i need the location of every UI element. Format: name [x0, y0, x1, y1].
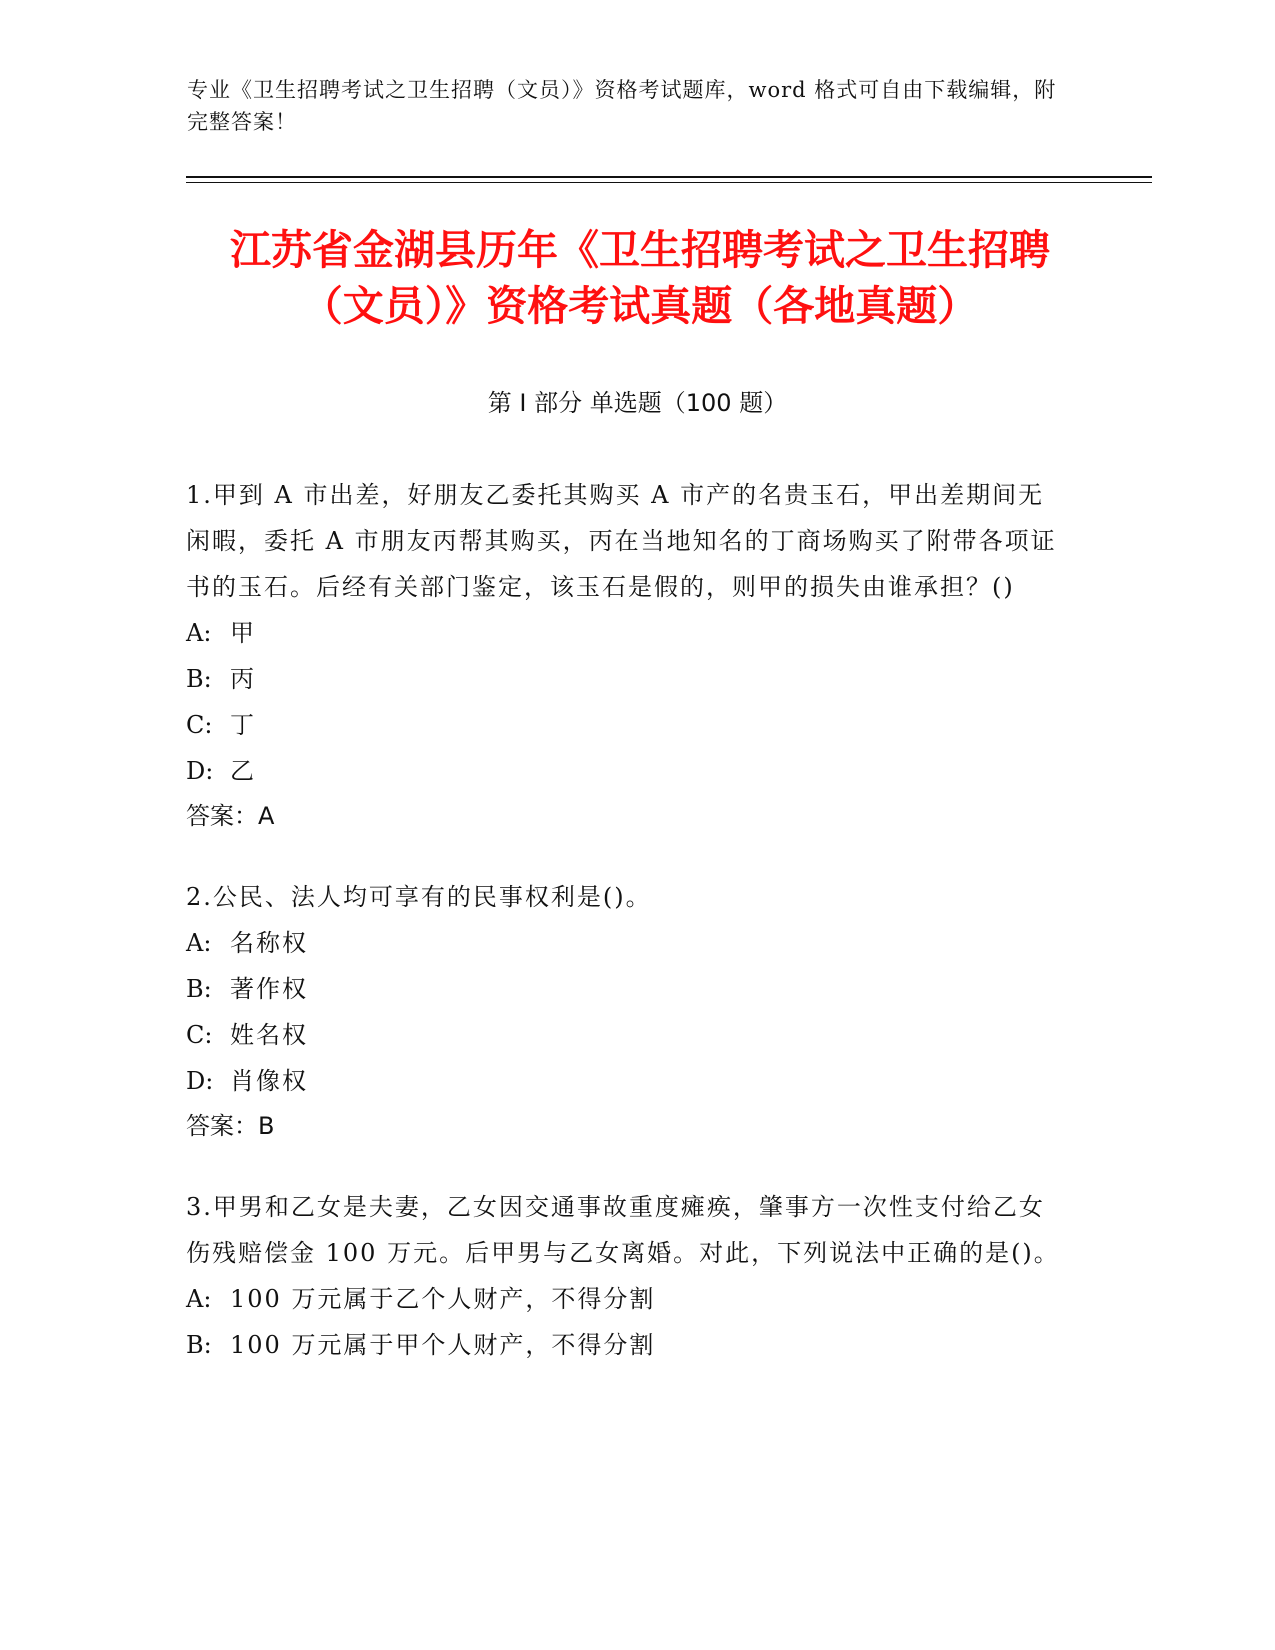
option-letter: A:	[186, 929, 212, 957]
question-stem: 2.公民、法人均可享有的民事权利是()。	[186, 883, 652, 911]
option-b	[186, 1322, 1066, 1368]
option-text: 肖像权	[230, 1067, 308, 1095]
option-letter: B:	[186, 1331, 212, 1359]
option-letter: D:	[186, 757, 214, 785]
option-d	[186, 1058, 1066, 1104]
option-letter: C:	[186, 1021, 213, 1049]
document-title: 江苏省金湖县历年《卫生招聘考试之卫生招聘（文员）》资格考试真题（各地真题）	[230, 226, 1050, 330]
option-letter: B:	[186, 975, 212, 1003]
option-text: 100 万元属于甲个人财产，不得分割	[230, 1331, 656, 1359]
answer-line: 答案：B	[186, 1112, 275, 1140]
option-text: 丙	[230, 665, 256, 693]
section-heading: 第 I 部分 单选题（100 题）	[487, 389, 788, 417]
question-list	[186, 472, 1066, 1404]
option-letter: C:	[186, 711, 213, 739]
question-item	[186, 1184, 1066, 1368]
option-a	[186, 610, 1066, 656]
option-c	[186, 702, 1066, 748]
option-letter: A:	[186, 1285, 212, 1313]
option-a	[186, 920, 1066, 966]
header-rule-thick	[186, 176, 1152, 178]
option-a	[186, 1276, 1066, 1322]
option-text: 乙	[230, 757, 256, 785]
option-text: 名称权	[230, 929, 308, 957]
option-c	[186, 1012, 1066, 1058]
answer-line: 答案：A	[186, 802, 275, 830]
option-letter: D:	[186, 1067, 214, 1095]
option-text: 姓名权	[230, 1021, 308, 1049]
option-b	[186, 966, 1066, 1012]
question-stem: 3.甲男和乙女是夫妻，乙女因交通事故重度瘫痪，肇事方一次性支付给乙女伤残赔偿金 100 万元。后甲男与乙女离婚。对此，下列说法中正确的是()。	[186, 1193, 1060, 1267]
question-stem: 1.甲到 A 市出差，好朋友乙委托其购买 A 市产的名贵玉石，甲出差期间无闲暇，委托 A 市朋友丙帮其购买，丙在当地知名的丁商场购买了附带各项证书的玉石。后经有关部门鉴定，该玉石是假的，则甲的损失由谁承担？()	[186, 481, 1057, 601]
header-note: 专业《卫生招聘考试之卫生招聘（文员）》资格考试题库，word 格式可自由下载编辑，附完整答案！	[187, 78, 1057, 134]
option-d	[186, 748, 1066, 794]
option-text: 甲	[230, 619, 256, 647]
question-item	[186, 472, 1066, 838]
header-rule-thin	[186, 182, 1152, 183]
question-item	[186, 874, 1066, 1148]
option-letter: A:	[186, 619, 212, 647]
option-text: 丁	[230, 711, 256, 739]
option-b	[186, 656, 1066, 702]
option-letter: B:	[186, 665, 212, 693]
option-text: 100 万元属于乙个人财产，不得分割	[230, 1285, 656, 1313]
option-text: 著作权	[230, 975, 308, 1003]
